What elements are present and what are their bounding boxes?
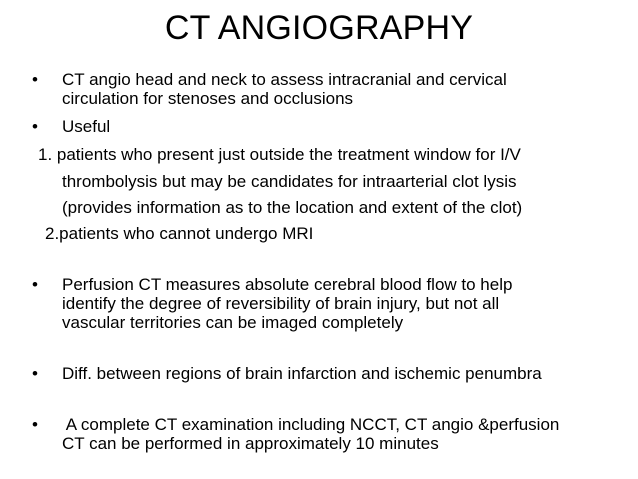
bullet-2-line-1: Useful bbox=[62, 117, 111, 136]
bullet-3-line-1: Perfusion CT measures absolute cerebral blood flow to help bbox=[62, 275, 513, 294]
bullet-4-line-1: Diff. between regions of brain infarction and ischemic penumbra bbox=[62, 364, 542, 383]
numbered-item-1-line-2: thrombolysis but may be candidates for intraarterial clot lysis bbox=[62, 172, 517, 191]
bullet-5-line-1: A complete CT examination including NCCT, CT angio &perfusion bbox=[62, 415, 560, 434]
bullet-3-line-3: vascular territories can be imaged completely bbox=[62, 313, 404, 332]
bullet-1-line-1: CT angio head and neck to assess intracranial and cervical bbox=[62, 70, 507, 89]
bullet-3-line-2: identify the degree of reversibility of brain injury, but not all bbox=[62, 294, 500, 313]
numbered-item-1-line-1: 1. patients who present just outside the treatment window for I/V bbox=[38, 145, 521, 164]
bullet-icon: • bbox=[32, 364, 38, 383]
bullet-1-line-2: circulation for stenoses and occlusions bbox=[62, 89, 354, 108]
bullet-icon: • bbox=[32, 70, 38, 89]
bullet-icon: • bbox=[32, 117, 38, 136]
bullet-icon: • bbox=[32, 275, 38, 294]
bullet-5-line-2: CT can be performed in approximately 10 minutes bbox=[62, 434, 439, 453]
numbered-item-2: 2.patients who cannot undergo MRI bbox=[45, 224, 314, 243]
numbered-item-1-line-3: (provides information as to the location and extent of the clot) bbox=[62, 198, 523, 217]
bullet-icon: • bbox=[32, 415, 38, 434]
slide-title: CT ANGIOGRAPHY bbox=[164, 9, 474, 47]
